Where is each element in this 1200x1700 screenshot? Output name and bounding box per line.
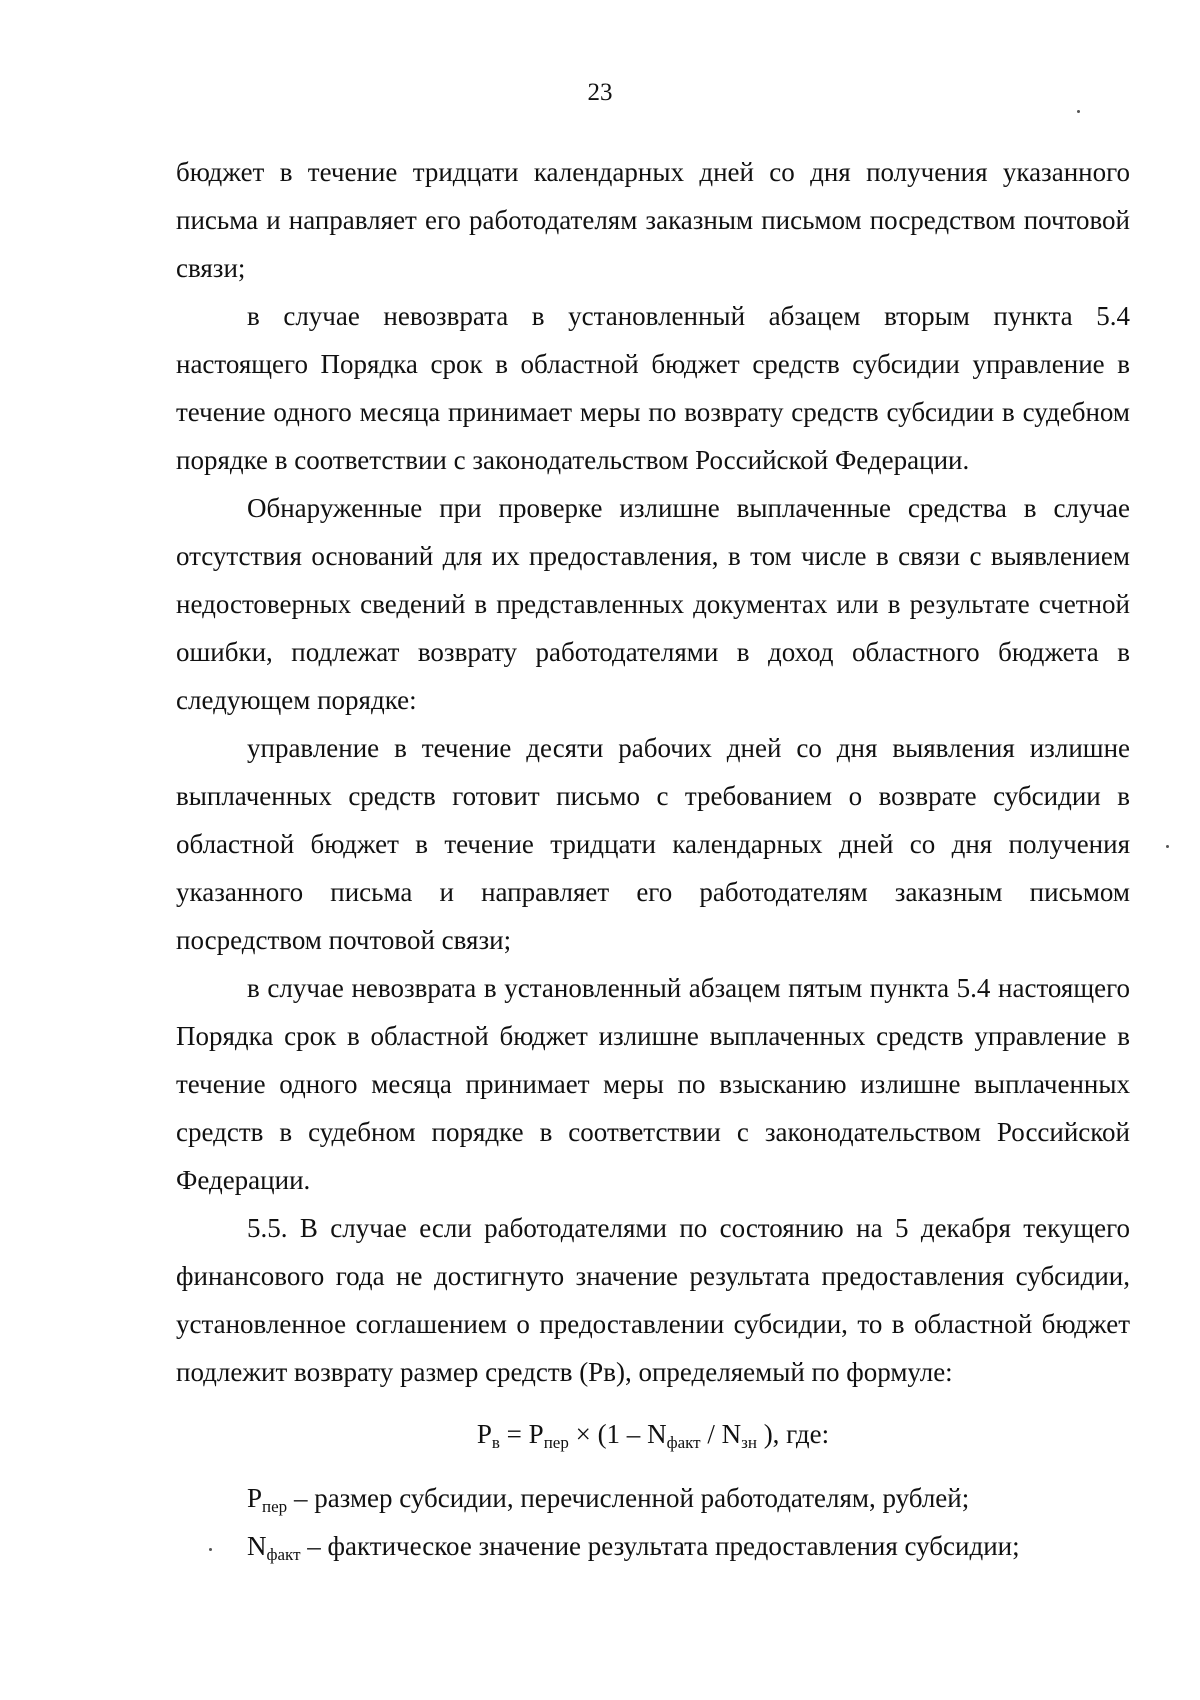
paragraph-continuation: бюджет в течение тридцати календарных дней со дня получения указанного письма и направляет его работодателям заказным письмом посредством почтовой связи; — [176, 157, 1130, 283]
formula-div: / — [700, 1419, 722, 1449]
paragraph-nonreturn-subsidy: в случае невозврата в установленный абзацем вторым пункта 5.4 настоящего Порядка срок в областной бюджет средств субсидии управление в течение одного месяца принимает меры по возврату средств субсидии в судебном порядке в соответствии с законодательством Российской Федерации. — [176, 301, 1130, 475]
definition-text: – фактическое значение результата предоставления субсидии; — [300, 1531, 1020, 1561]
return-formula — [176, 1410, 1130, 1458]
formula-lhs-sub: в — [491, 1433, 500, 1452]
definition-symbol: N — [247, 1531, 267, 1561]
formula-n2-sub: зн — [741, 1433, 757, 1452]
formula-p-sub: пер — [543, 1433, 569, 1452]
formula-lhs: Р — [476, 1419, 492, 1449]
definition-symbol-sub: факт — [266, 1545, 301, 1564]
definition-text: – размер субсидии, перечисленной работодателям, рублей; — [287, 1483, 970, 1513]
scan-speck — [1166, 845, 1169, 848]
paragraph-overpaid-funds: Обнаруженные при проверке излишне выплаченные средства в случае отсутствия оснований для их предоставления, в том числе в связи с выявлением недостоверных сведений в представленных документах или в результате счетной ошибки, подлежат возврату работодателями в доход областного бюджета в следующем порядке: — [176, 493, 1130, 715]
definition-symbol-sub: пер — [262, 1497, 288, 1516]
paragraph-clause-5-5: 5.5. В случае если работодателями по состоянию на 5 декабря текущего финансового года не достигнуто значение результата предоставления субсидии, установленное соглашением о предоставлении субсидии, то в областной бюджет подлежит возврату размер средств (Рв), определяемый по формуле: — [176, 1213, 1130, 1387]
definition-p-per — [176, 1474, 1130, 1522]
formula-n2: N — [721, 1419, 742, 1449]
definition-symbol: Р — [247, 1483, 263, 1513]
scan-speck — [1077, 110, 1080, 113]
page-number: 23 — [587, 79, 613, 106]
formula-n1-sub: факт — [666, 1433, 701, 1452]
formula-eq: = — [499, 1419, 529, 1449]
formula-n1: N — [647, 1419, 667, 1449]
scan-speck — [209, 1548, 212, 1551]
formula-tail: ), где: — [756, 1419, 830, 1449]
definition-n-fakt — [176, 1522, 1130, 1570]
paragraph-department-letter: управление в течение десяти рабочих дней со дня выявления излишне выплаченных средств готовит письмо с требованием о возврате субсидии в областной бюджет в течение тридцати календарных дней со дня получения указанного письма и направляет его работодателям заказным письмом посредством почтовой связи; — [176, 733, 1130, 955]
formula-mid: × (1 – — [568, 1419, 648, 1449]
formula-p: Р — [528, 1419, 544, 1449]
document-body — [176, 148, 1130, 1570]
paragraph-nonreturn-overpaid: в случае невозврата в установленный абзацем пятым пункта 5.4 настоящего Порядка срок в областной бюджет излишне выплаченных средств управление в течение одного месяца принимает меры по взысканию излишне выплаченных средств в судебном порядке в соответствии с законодательством Российской Федерации. — [176, 973, 1130, 1195]
